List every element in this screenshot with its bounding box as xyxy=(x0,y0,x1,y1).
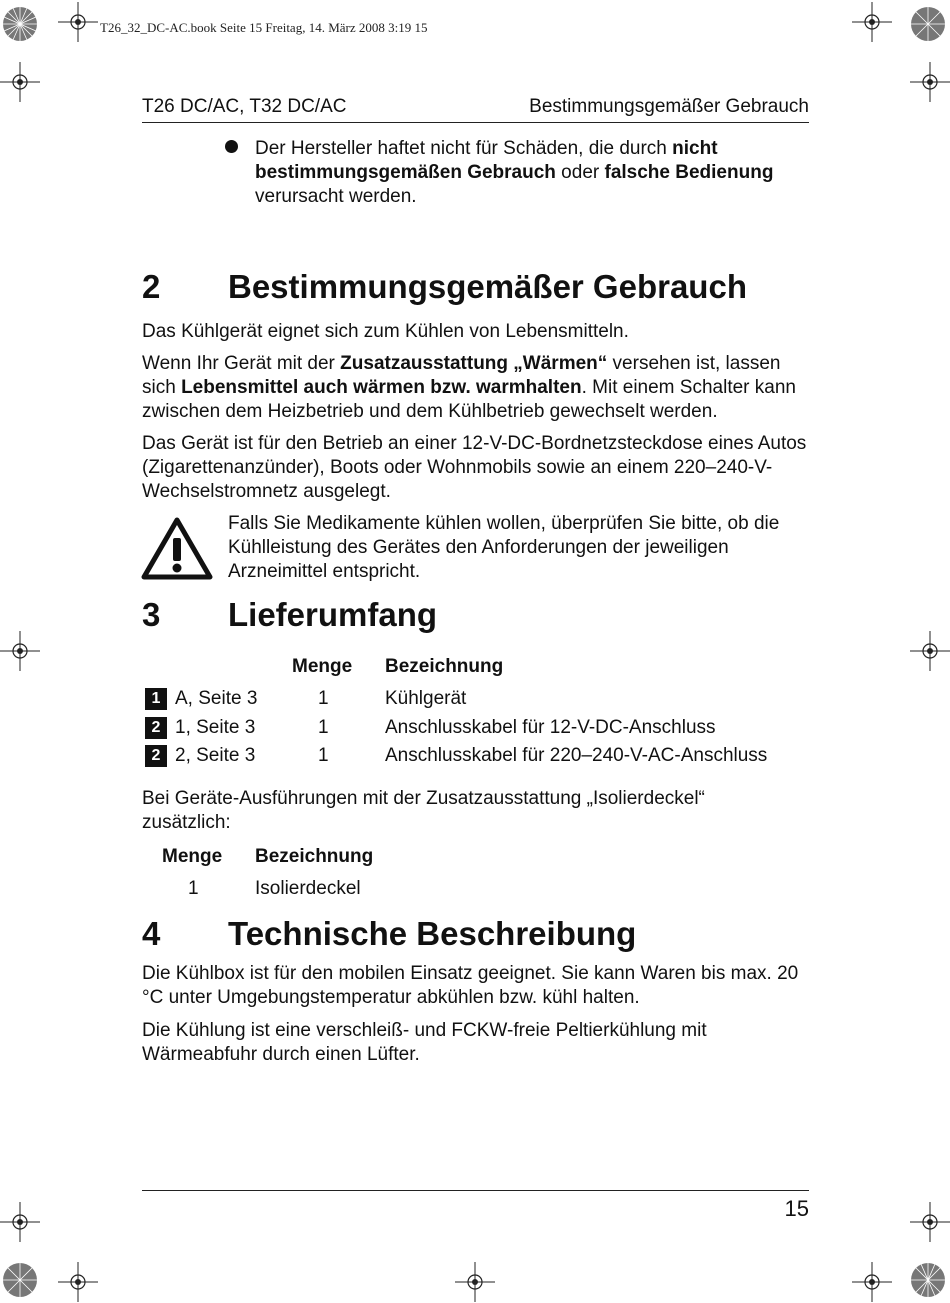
section-3-title: Lieferumfang xyxy=(228,596,438,633)
registration-mark-icon xyxy=(0,62,40,102)
section-3-number: 3 xyxy=(142,596,161,633)
table1-row3-bezeichnung: Anschlusskabel für 220–240-V-AC-Anschluss xyxy=(385,745,768,766)
section-2-paragraph-2: Wenn Ihr Gerät mit der Zusatzausstattung „Wärmen“ versehen ist, lassen sich Lebensmittel auch wärmen bzw. warmhalten. Mit einem Schalter kann zwischen dem Heizbetrieb und dem Kühlbetrieb gewechselt werden. xyxy=(142,353,796,422)
running-header-left: T26 DC/AC, T32 DC/AC xyxy=(142,96,347,117)
section-2-paragraph-3: Das Gerät ist für den Betrieb an einer 12-V-DC-Bordnetzsteckdose eines Autos (Zigarettenanzünder), Boots oder Wohnmobils sowie an einem 220–240-V-Wechselstromnetz ausgelegt. xyxy=(142,433,807,502)
registration-mark-icon xyxy=(0,1202,40,1242)
section-2-paragraph-1: Das Kühlgerät eignet sich zum Kühlen von Lebensmitteln. xyxy=(142,321,629,342)
medication-warning-text: Falls Sie Medikamente kühlen wollen, überprüfen Sie bitte, ob die Kühlleistung des Gerätes den Anforderungen der jeweiligen Arzneimittel entspricht. xyxy=(228,513,780,582)
table2-header-menge: Menge xyxy=(162,846,223,867)
liability-bullet: Der Hersteller haftet nicht für Schäden, die durch nicht bestimmungsgemäßen Gebrauch oder falsche Bedienung verursacht werden. xyxy=(255,138,774,207)
figure-badge: 1 xyxy=(145,688,167,710)
registration-mark-icon xyxy=(910,1202,950,1242)
warning-triangle-icon xyxy=(141,517,213,580)
sunburst-target-icon xyxy=(2,6,38,42)
header-rule xyxy=(142,122,809,123)
footer-rule xyxy=(142,1190,809,1191)
section-2-title: Bestimmungsgemäßer Gebrauch xyxy=(228,268,747,305)
table1-header-menge: Menge xyxy=(292,656,353,677)
table1-header-bezeichnung: Bezeichnung xyxy=(385,656,504,677)
section-2-number: 2 xyxy=(142,268,161,305)
table1-row1-menge: 1 xyxy=(318,688,329,709)
table1-row3-menge: 1 xyxy=(318,745,329,766)
registration-mark-icon xyxy=(910,631,950,671)
table1-row1-bezeichnung: Kühlgerät xyxy=(385,688,467,709)
section-4-title: Technische Beschreibung xyxy=(228,915,637,952)
sunburst-target-icon xyxy=(2,1262,38,1298)
registration-mark-icon xyxy=(58,1262,98,1302)
section-4-number: 4 xyxy=(142,915,161,952)
section-4-paragraph-2: Die Kühlung ist eine verschleiß- und FCKW-freie Peltierkühlung mit Wärmeabfuhr durch einen Lüfter. xyxy=(142,1020,707,1065)
sunburst-target-icon xyxy=(910,1262,946,1298)
table1-row2-menge: 1 xyxy=(318,717,329,738)
table1-row1-ref: A, Seite 3 xyxy=(175,688,258,709)
running-header-right: Bestimmungsgemäßer Gebrauch xyxy=(529,96,809,117)
sunburst-target-icon xyxy=(910,6,946,42)
table1-row2-bezeichnung: Anschlusskabel für 12-V-DC-Anschluss xyxy=(385,717,716,738)
bullet-dot xyxy=(225,140,238,153)
section-4-paragraph-1: Die Kühlbox ist für den mobilen Einsatz geeignet. Sie kann Waren bis max. 20 °C unter Umgebungstemperatur abkühlen bzw. kühl halten. xyxy=(142,963,799,1008)
page-number: 15 xyxy=(784,1196,809,1221)
print-slug-line: T26_32_DC-AC.book Seite 15 Freitag, 14. März 2008 3:19 15 xyxy=(100,20,428,35)
figure-badge: 2 xyxy=(145,717,167,739)
table1-row2-ref: 1, Seite 3 xyxy=(175,717,256,738)
table2-header-bezeichnung: Bezeichnung xyxy=(255,846,374,867)
table2-row1-bezeichnung: Isolierdeckel xyxy=(255,878,361,899)
registration-mark-icon xyxy=(0,631,40,671)
registration-mark-icon xyxy=(910,62,950,102)
table2-row1-menge: 1 xyxy=(188,878,199,899)
registration-mark-icon xyxy=(455,1262,495,1302)
section-3-paragraph: Bei Geräte-Ausführungen mit der Zusatzausstattung „Isolierdeckel“ zusätzlich: xyxy=(142,788,705,833)
registration-mark-icon xyxy=(58,2,98,42)
table1-row3-ref: 2, Seite 3 xyxy=(175,745,256,766)
registration-mark-icon xyxy=(852,1262,892,1302)
figure-badge: 2 xyxy=(145,745,167,767)
registration-mark-icon xyxy=(852,2,892,42)
